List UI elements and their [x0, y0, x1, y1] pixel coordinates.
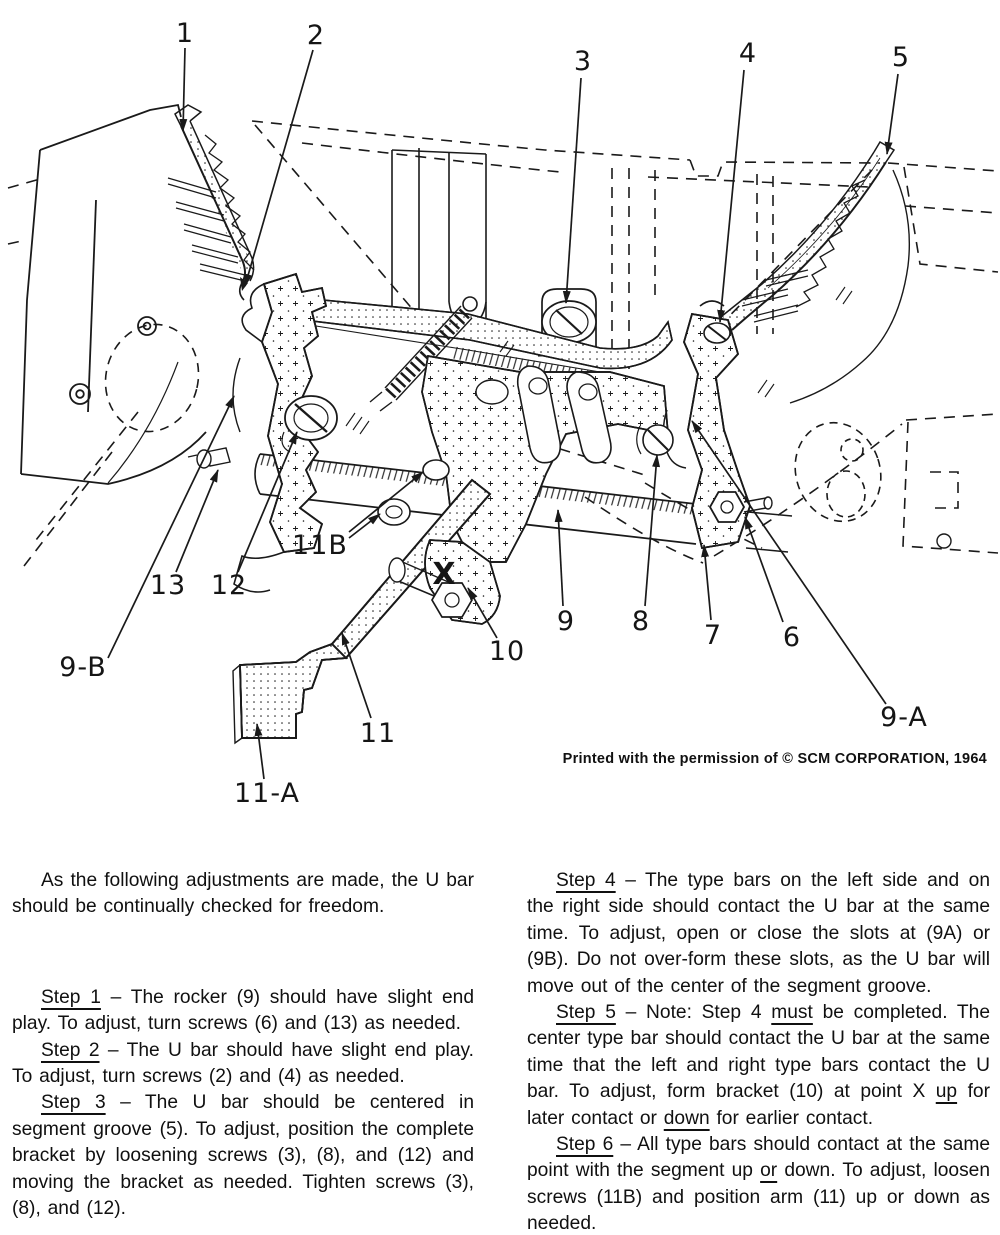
step-4-paragraph — [527, 868, 990, 1000]
point-x-mark: X — [432, 557, 456, 592]
underlined-text: down — [663, 1107, 710, 1129]
callout-label-11-A: 11-A — [234, 778, 300, 809]
callout-label-3: 3 — [573, 46, 593, 77]
leader-line-9-B — [108, 396, 234, 658]
text-segment: be completed. The center type bar should contact the U bar at the same time that the left and right type bars contact the U bar. To adjust, form bracket (10) at point X — [527, 1002, 990, 1103]
leader-line-5 — [887, 74, 898, 154]
callout-label-9-A: 9-A — [880, 702, 928, 733]
step-3-paragraph — [12, 1090, 474, 1222]
leader-line-9 — [558, 510, 563, 606]
leader-line-8 — [645, 455, 657, 606]
text-segment: – All type bars should contact at the same point with the segment up — [527, 1134, 990, 1182]
left-column — [12, 868, 474, 1222]
callout-label-8: 8 — [631, 606, 651, 637]
text-segment: – The rocker (9) should have slight end play. To adjust, turn screws (6) and (13) as needed. — [12, 986, 475, 1035]
right-column — [527, 868, 990, 1235]
callout-label-10: 10 — [488, 636, 526, 667]
leader-line-11B — [349, 514, 380, 538]
leader-line-13 — [176, 470, 218, 572]
underlined-text: Step 4 — [556, 870, 616, 891]
callout-label-4: 4 — [738, 38, 758, 69]
left-segment-rack — [168, 105, 254, 300]
callout-label-11B: 11B — [292, 530, 348, 561]
underlined-text: Step 6 — [556, 1134, 614, 1156]
underlined-text: Step 2 — [41, 1039, 100, 1061]
step-6-paragraph — [527, 1132, 990, 1235]
text-segment: for later contact or — [527, 1081, 990, 1129]
callout-label-13: 13 — [149, 570, 187, 601]
underlined-text: up — [935, 1081, 958, 1103]
leader-line-1 — [183, 48, 185, 131]
leader-line-4 — [720, 70, 744, 322]
text-segment: for earlier contact. — [709, 1107, 874, 1129]
underlined-text: must — [771, 1002, 813, 1024]
leader-line-6 — [745, 517, 783, 622]
step-1-paragraph — [12, 985, 474, 1038]
right-segment-rack — [722, 142, 894, 330]
underlined-text: Step 1 — [41, 986, 101, 1008]
callout-label-12: 12 — [210, 570, 248, 601]
text-segment: – The type bars on the left side and on the right side should contact the U bar at the same time. To adjust, open or close the slots at (9A) or (9B). Do not over-form these slots, as the U bar will move out of the center of the segment groove. — [527, 870, 990, 997]
callout-label-1: 1 — [175, 18, 195, 49]
leader-line-3 — [566, 78, 581, 303]
callout-label-9-B: 9-B — [59, 652, 107, 683]
callout-label-5: 5 — [891, 42, 911, 73]
leader-line-2 — [245, 50, 313, 286]
underlined-text: or — [760, 1160, 778, 1182]
text-segment: – The U bar should be centered in segment groove (5). To adjust, position the complete bracket by loosening screws (3), (8), and (12) and moving the bracket as needed. Tighten screws (3), (8), and (12). — [12, 1092, 474, 1220]
step-5-paragraph — [527, 1000, 990, 1132]
text-segment: – Note: Step 4 — [615, 1002, 772, 1024]
underlined-text: Step 3 — [41, 1092, 106, 1114]
text-segment: As the following adjustments are made, the U bar should be continually checked for freedom. — [12, 870, 474, 918]
callout-label-11: 11 — [359, 718, 397, 749]
figure-credit: Printed with the permission of © SCM CORPORATION, 1964 — [562, 751, 987, 767]
leader-line-7 — [704, 545, 711, 620]
intro-paragraph — [12, 868, 474, 921]
underlined-text: Step 5 — [556, 1002, 616, 1024]
callout-label-9: 9 — [556, 606, 576, 637]
leader-line-9-A — [692, 421, 886, 704]
text-segment: – The U bar should have slight end play. To adjust, turn screws (2) and (4) as needed. — [12, 1039, 474, 1088]
callout-label-2: 2 — [306, 20, 326, 51]
step-2-paragraph — [12, 1038, 474, 1091]
callout-label-6: 6 — [782, 622, 802, 653]
text-segment: down. To adjust, loosen screws (11B) and position arm (11) up or down as needed. — [527, 1160, 991, 1235]
callout-label-7: 7 — [703, 620, 723, 651]
